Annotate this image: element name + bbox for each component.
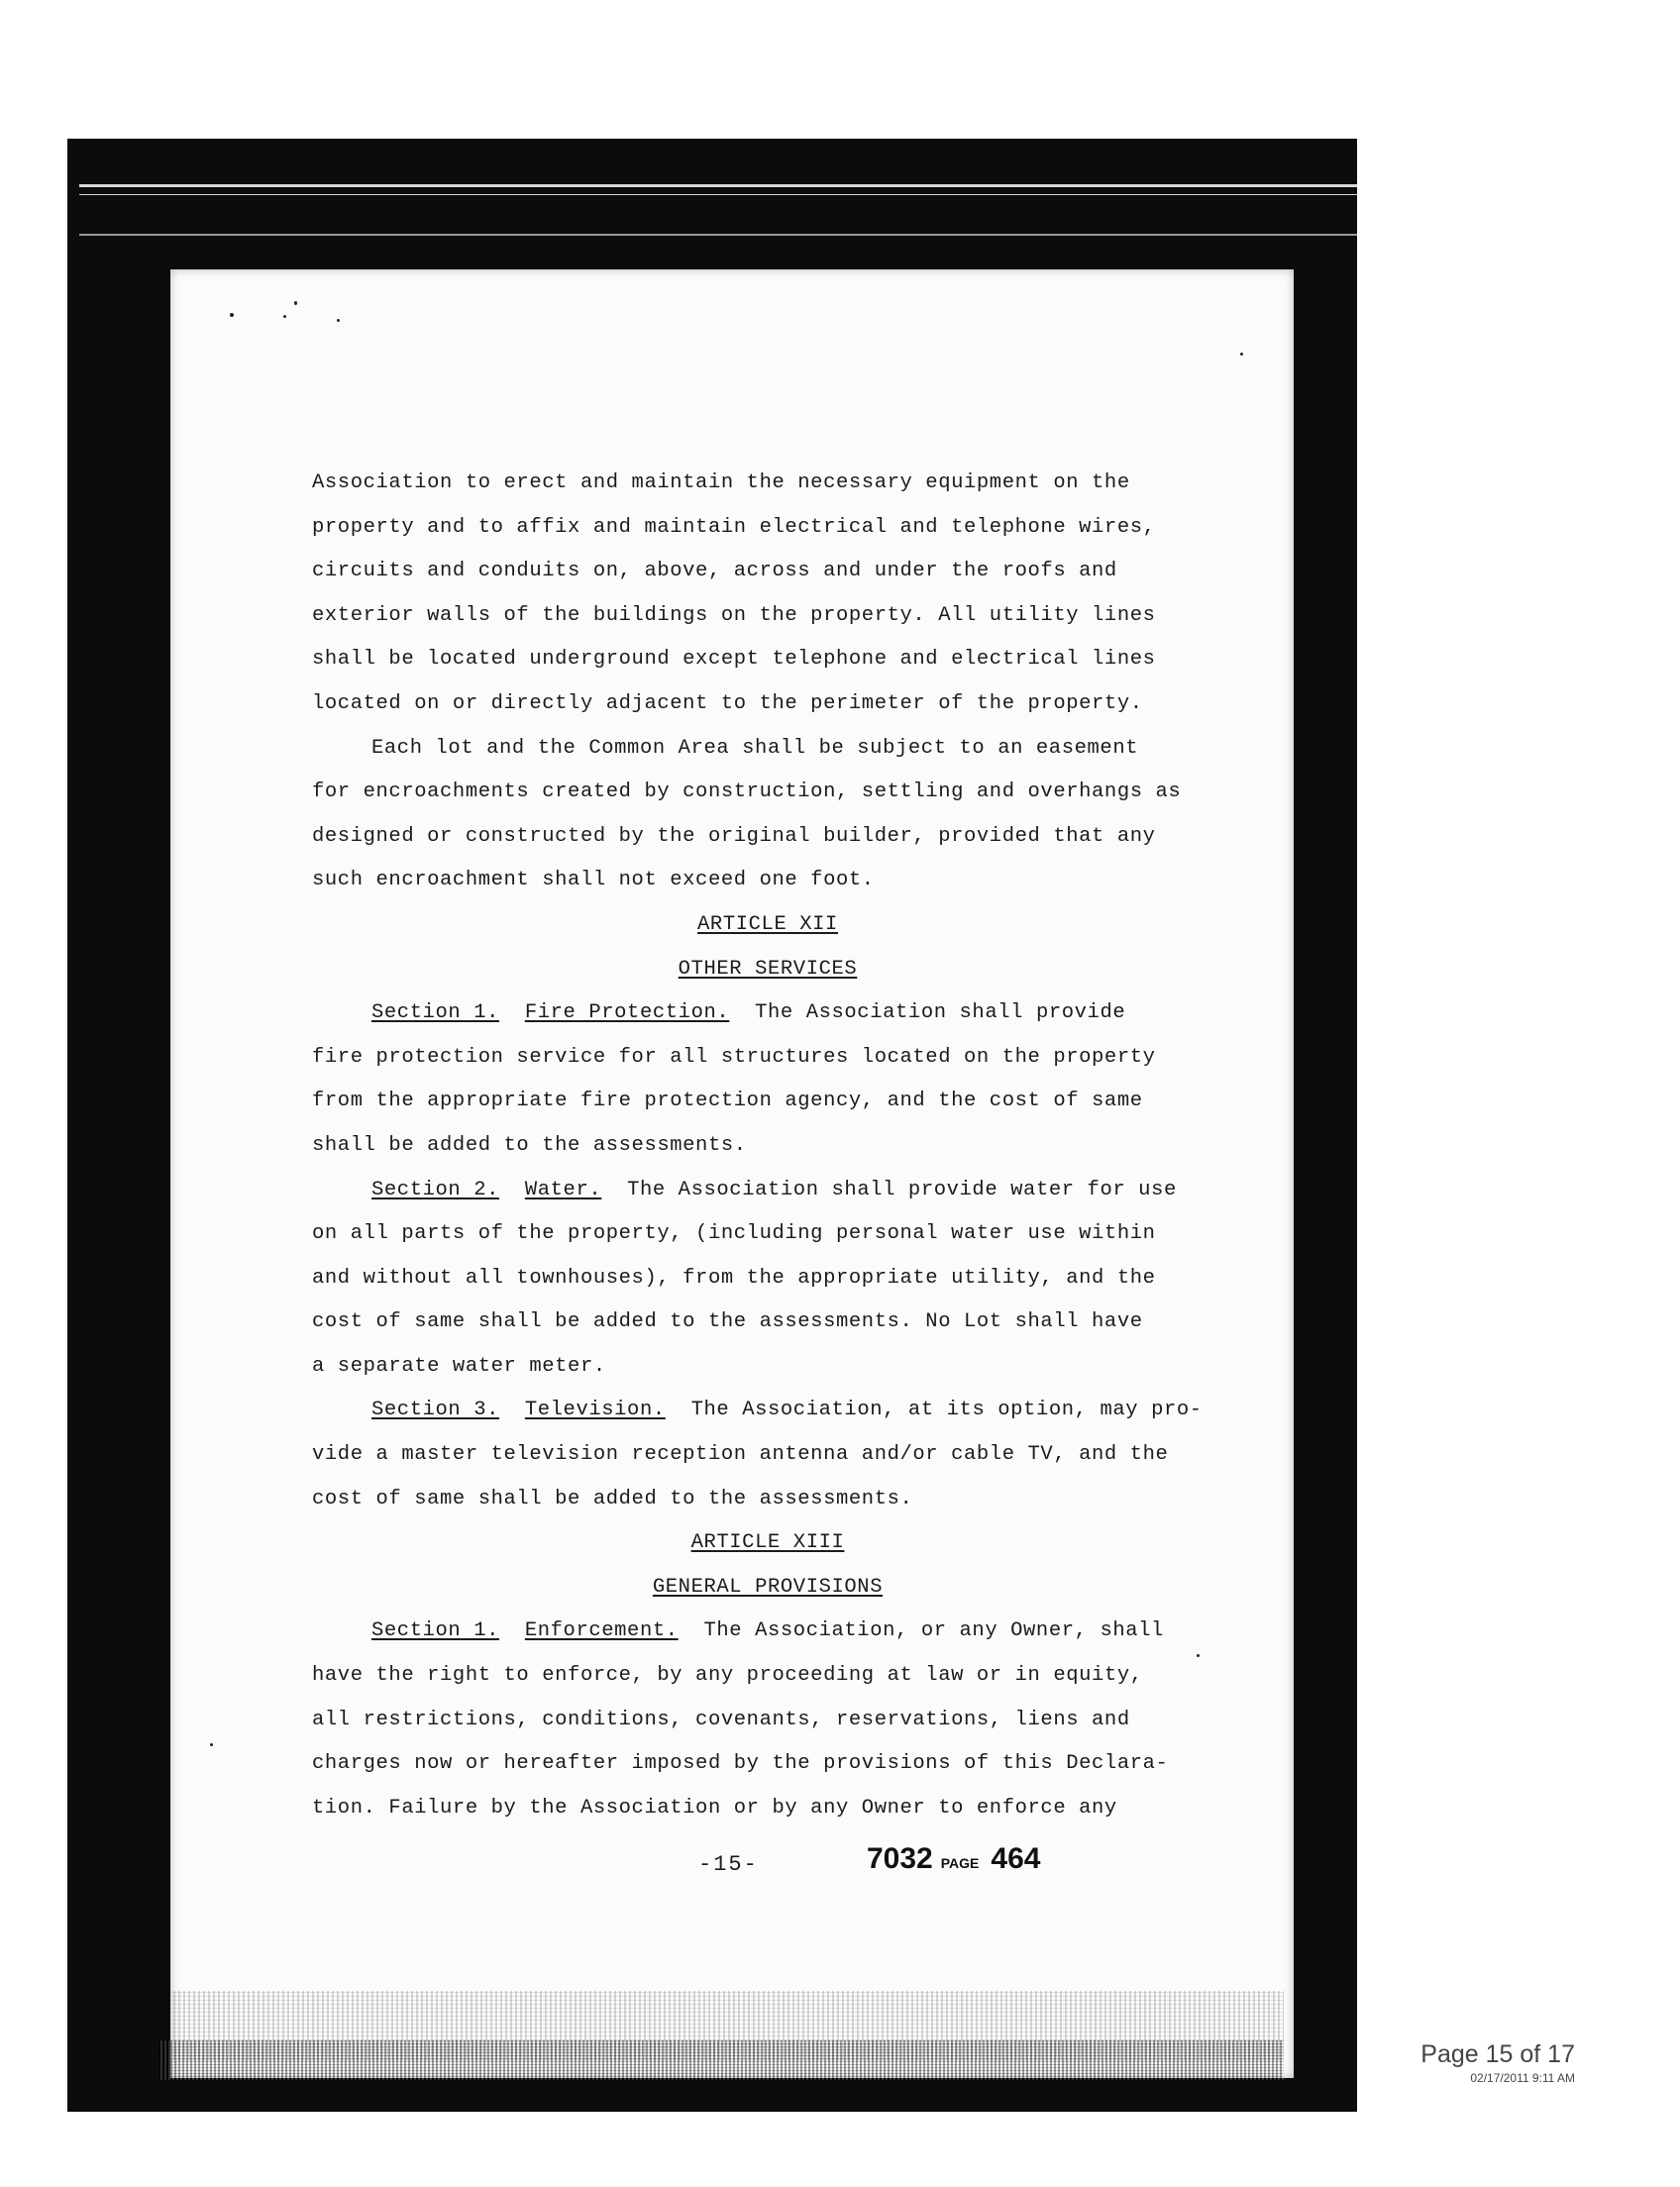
easement-line: Each lot and the Common Area shall be subject to an easement [371, 736, 1139, 760]
body-line: from the appropriate fire protection agency, and the cost of same [312, 1090, 1143, 1113]
section-label: Section 3. [371, 1399, 500, 1422]
book-number: 7032 [867, 1842, 933, 1875]
section-heading [312, 1169, 1223, 1213]
section-label: Section 1. [371, 1001, 500, 1025]
section-title: Enforcement. [524, 1619, 679, 1643]
body-line: cost of same shall be added to the assessments. [312, 1487, 913, 1510]
article-number: ARTICLE XII [697, 912, 838, 936]
body-line: a separate water meter. [312, 1354, 606, 1378]
scan-noise [158, 2040, 1284, 2080]
article-title [312, 1566, 1223, 1611]
article-heading [312, 1521, 1223, 1566]
book-page-stamp [867, 1842, 1040, 1876]
section-text: The Association shall provide [755, 1001, 1126, 1025]
body-line: on all parts of the property, (including personal water use within [312, 1222, 1156, 1246]
body-line: charges now or hereafter imposed by the provisions of this Declara- [312, 1752, 1169, 1776]
section-heading [312, 1389, 1223, 1433]
section-text: The Association, or any Owner, shall [703, 1619, 1164, 1643]
scan-speck [283, 315, 286, 318]
body-line: cost of same shall be added to the assessments. No Lot shall have [312, 1310, 1143, 1334]
scan-band-line [79, 194, 1357, 195]
body-line: circuits and conduits on, above, across and under the roofs and [312, 560, 1117, 583]
section-heading [312, 991, 1223, 1036]
article-heading [312, 903, 1223, 948]
page-number: -15- [698, 1852, 759, 1877]
section-title: Water. [524, 1178, 602, 1201]
section-label: Section 2. [371, 1178, 500, 1201]
scan-speck [230, 313, 234, 317]
print-timestamp: 02/17/2011 9:11 AM [1470, 2071, 1575, 2085]
book-page-number: 464 [991, 1842, 1041, 1875]
article-title [312, 948, 1223, 992]
section-text: The Association shall provide water for use [627, 1178, 1177, 1201]
body-line: tion. Failure by the Association or by any Owner to enforce any [312, 1796, 1117, 1820]
scan-band-line [79, 184, 1357, 187]
section-heading [312, 1610, 1223, 1654]
body-line: exterior walls of the buildings on the property. All utility lines [312, 603, 1156, 627]
page-of-label: Page 15 of 17 [1420, 2040, 1575, 2068]
easement-line: designed or constructed by the original builder, provided that any [312, 824, 1156, 848]
article-number: ARTICLE XIII [690, 1531, 845, 1555]
section-text: The Association, at its option, may pro- [690, 1399, 1203, 1422]
section-label: Section 1. [371, 1619, 500, 1643]
body-line: have the right to enforce, by any proceeding at law or in equity, [312, 1664, 1143, 1688]
scan-speck [294, 301, 297, 305]
body-line: fire protection service for all structures located on the property [312, 1045, 1156, 1069]
body-line: Association to erect and maintain the necessary equipment on the [312, 471, 1130, 494]
book-page-label: PAGE [940, 1855, 980, 1871]
scan-speck [210, 1743, 213, 1746]
body-line: and without all townhouses), from the appropriate utility, and the [312, 1266, 1156, 1290]
page-counter [1391, 2040, 1575, 2085]
easement-line: such encroachment shall not exceed one foot. [312, 869, 875, 892]
scan-band-line [79, 234, 1357, 236]
scan-speck [1240, 353, 1243, 356]
article-title-text: OTHER SERVICES [678, 957, 858, 981]
body-line: vide a master television reception antenna and/or cable TV, and the [312, 1443, 1169, 1467]
article-title-text: GENERAL PROVISIONS [652, 1575, 884, 1599]
body-line: all restrictions, conditions, covenants, reservations, liens and [312, 1708, 1130, 1731]
easement-line: for encroachments created by construction, settling and overhangs as [312, 781, 1182, 804]
section-title: Television. [524, 1399, 666, 1422]
body-line: shall be located underground except telephone and electrical lines [312, 648, 1156, 672]
section-title: Fire Protection. [524, 1001, 730, 1025]
scan-speck [337, 319, 340, 322]
body-line: property and to affix and maintain electrical and telephone wires, [312, 515, 1156, 539]
body-line: shall be added to the assessments. [312, 1133, 747, 1157]
body-line: located on or directly adjacent to the perimeter of the property. [312, 691, 1143, 715]
document-body [312, 462, 1223, 1830]
